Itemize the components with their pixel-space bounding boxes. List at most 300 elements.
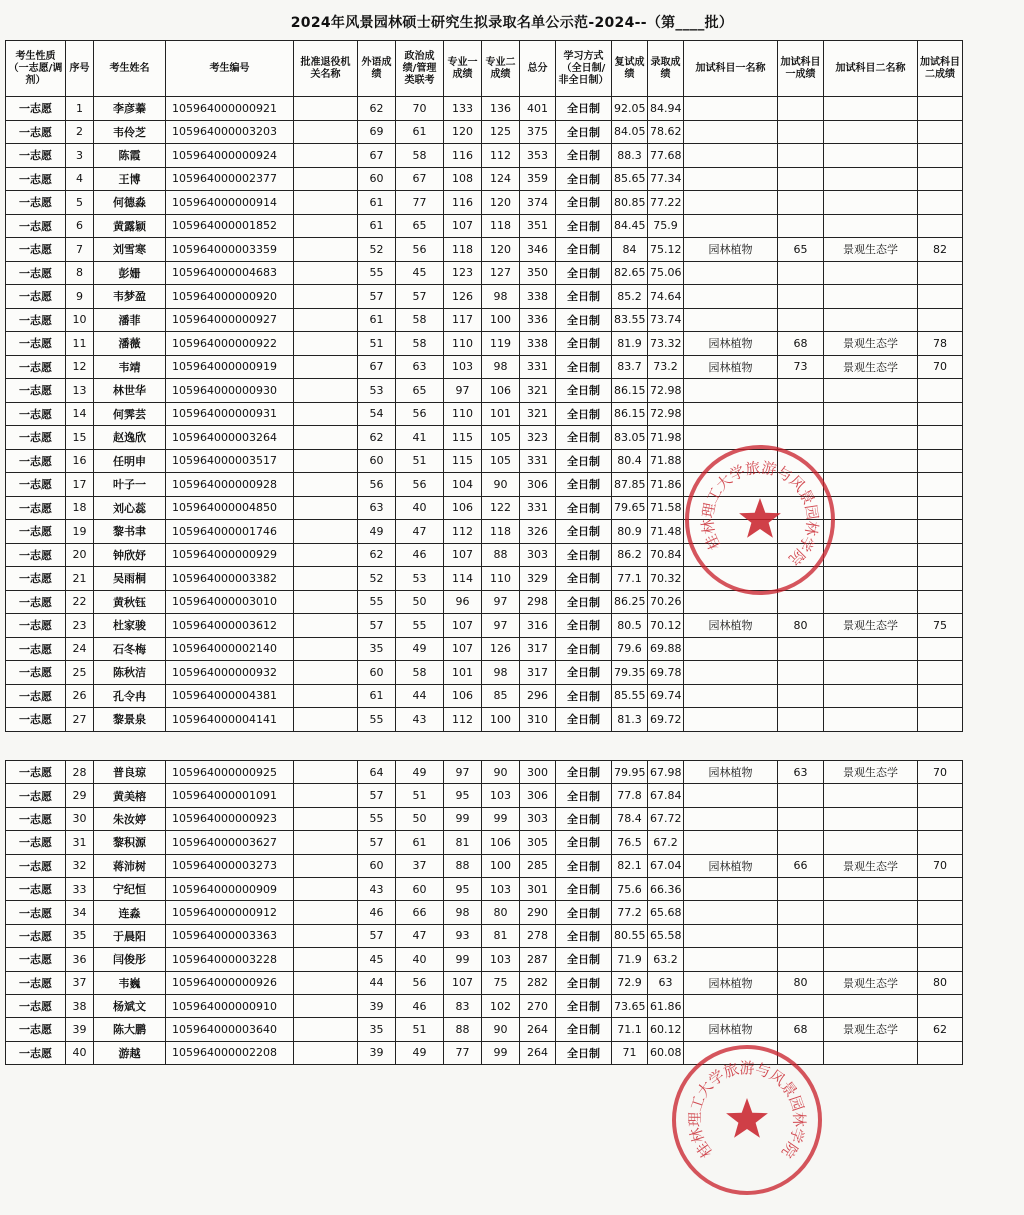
cell-subject-two: 75 xyxy=(482,971,520,994)
cell-foreign-language: 53 xyxy=(358,379,396,403)
cell-veteran-office xyxy=(294,948,358,971)
cell-subject-two: 110 xyxy=(482,567,520,591)
cell-study-mode: 全日制 xyxy=(556,924,612,947)
cell-extra-score-one xyxy=(778,543,824,567)
cell-name: 任明申 xyxy=(94,449,166,473)
svg-text:林: 林 xyxy=(801,519,822,538)
cell-exam-id: 105964000000926 xyxy=(166,971,294,994)
svg-text:大: 大 xyxy=(712,470,736,494)
cell-exam-id: 105964000000929 xyxy=(166,543,294,567)
cell-veteran-office xyxy=(294,520,358,544)
cell-study-mode: 全日制 xyxy=(556,854,612,877)
cell-foreign-language: 57 xyxy=(358,614,396,638)
table-row xyxy=(6,684,963,708)
table-row xyxy=(6,449,963,473)
cell-extra-score-one xyxy=(778,285,824,309)
svg-text:游: 游 xyxy=(760,458,778,479)
cell-exam-id: 105964000000912 xyxy=(166,901,294,924)
cell-retest-score: 79.95 xyxy=(612,761,648,784)
cell-study-mode: 全日制 xyxy=(556,684,612,708)
cell-applicant-type: 一志愿 xyxy=(6,355,66,379)
cell-subject-two: 118 xyxy=(482,214,520,238)
cell-foreign-language: 39 xyxy=(358,1041,396,1064)
cell-foreign-language: 61 xyxy=(358,214,396,238)
cell-subject-two: 103 xyxy=(482,948,520,971)
cell-subject-two: 99 xyxy=(482,807,520,830)
cell-name: 韦梦盈 xyxy=(94,285,166,309)
svg-text:工: 工 xyxy=(686,1093,709,1114)
cell-foreign-language: 35 xyxy=(358,637,396,661)
cell-retest-score: 86.25 xyxy=(612,590,648,614)
table-row xyxy=(6,761,963,784)
cell-exam-id: 105964000003382 xyxy=(166,567,294,591)
cell-retest-score: 77.1 xyxy=(612,567,648,591)
svg-text:工: 工 xyxy=(702,484,726,506)
cell-serial-no: 19 xyxy=(66,520,94,544)
cell-foreign-language: 60 xyxy=(358,854,396,877)
cell-extra-subject-two: 景观生态学 xyxy=(824,238,918,262)
cell-extra-subject-two xyxy=(824,994,918,1017)
cell-serial-no: 37 xyxy=(66,971,94,994)
cell-veteran-office xyxy=(294,214,358,238)
cell-admission-score: 70.26 xyxy=(648,590,684,614)
cell-admission-score: 63 xyxy=(648,971,684,994)
cell-extra-score-two xyxy=(918,167,963,191)
cell-foreign-language: 57 xyxy=(358,285,396,309)
cell-applicant-type: 一志愿 xyxy=(6,402,66,426)
cell-exam-id: 105964000003363 xyxy=(166,924,294,947)
cell-foreign-language: 52 xyxy=(358,238,396,262)
cell-extra-subject-one xyxy=(684,191,778,215)
cell-subject-one: 123 xyxy=(444,261,482,285)
cell-extra-subject-one xyxy=(684,901,778,924)
cell-veteran-office xyxy=(294,144,358,168)
svg-text:与: 与 xyxy=(752,1059,773,1082)
svg-text:桂: 桂 xyxy=(701,531,725,553)
cell-applicant-type: 一志愿 xyxy=(6,854,66,877)
cell-foreign-language: 67 xyxy=(358,144,396,168)
cell-serial-no: 23 xyxy=(66,614,94,638)
cell-name: 杜家骏 xyxy=(94,614,166,638)
cell-exam-id: 105964000003264 xyxy=(166,426,294,450)
cell-veteran-office xyxy=(294,167,358,191)
cell-total: 326 xyxy=(520,520,556,544)
cell-foreign-language: 43 xyxy=(358,877,396,900)
cell-exam-id: 105964000004141 xyxy=(166,708,294,732)
cell-politics: 44 xyxy=(396,684,444,708)
cell-politics: 53 xyxy=(396,567,444,591)
cell-extra-subject-two xyxy=(824,426,918,450)
cell-name: 钟欣妤 xyxy=(94,543,166,567)
column-header-politics: 政治成绩/管理类联考 xyxy=(396,41,444,97)
cell-exam-id: 105964000000931 xyxy=(166,402,294,426)
cell-veteran-office xyxy=(294,807,358,830)
table-row xyxy=(6,402,963,426)
column-header-retest-score: 复试成绩 xyxy=(612,41,648,97)
cell-serial-no: 6 xyxy=(66,214,94,238)
cell-politics: 51 xyxy=(396,784,444,807)
cell-extra-score-one: 68 xyxy=(778,332,824,356)
cell-extra-subject-two: 景观生态学 xyxy=(824,355,918,379)
cell-serial-no: 39 xyxy=(66,1018,94,1041)
cell-extra-subject-two xyxy=(824,637,918,661)
cell-applicant-type: 一志愿 xyxy=(6,238,66,262)
table-row xyxy=(6,661,963,685)
cell-extra-subject-one xyxy=(684,214,778,238)
cell-admission-score: 71.88 xyxy=(648,449,684,473)
cell-politics: 50 xyxy=(396,590,444,614)
cell-admission-score: 84.94 xyxy=(648,97,684,121)
cell-applicant-type: 一志愿 xyxy=(6,971,66,994)
cell-politics: 47 xyxy=(396,924,444,947)
cell-subject-one: 117 xyxy=(444,308,482,332)
cell-extra-score-one: 80 xyxy=(778,614,824,638)
svg-text:学: 学 xyxy=(726,461,749,485)
cell-subject-one: 88 xyxy=(444,854,482,877)
cell-veteran-office xyxy=(294,661,358,685)
cell-politics: 57 xyxy=(396,285,444,309)
svg-text:学: 学 xyxy=(785,1125,808,1146)
cell-extra-score-one xyxy=(778,214,824,238)
cell-name: 王博 xyxy=(94,167,166,191)
column-header-extra-subject-one: 加试科目一名称 xyxy=(684,41,778,97)
cell-subject-one: 126 xyxy=(444,285,482,309)
cell-retest-score: 83.7 xyxy=(612,355,648,379)
column-header-foreign-language: 外语成绩 xyxy=(358,41,396,97)
table-row xyxy=(6,614,963,638)
cell-politics: 45 xyxy=(396,261,444,285)
svg-text:与: 与 xyxy=(773,462,796,486)
cell-extra-score-one xyxy=(778,567,824,591)
cell-extra-score-two xyxy=(918,661,963,685)
cell-name: 陈大鹏 xyxy=(94,1018,166,1041)
cell-subject-one: 104 xyxy=(444,473,482,497)
cell-total: 306 xyxy=(520,784,556,807)
cell-extra-subject-two xyxy=(824,261,918,285)
cell-retest-score: 82.1 xyxy=(612,854,648,877)
cell-extra-score-one xyxy=(778,661,824,685)
cell-admission-score: 73.2 xyxy=(648,355,684,379)
cell-extra-score-two: 75 xyxy=(918,614,963,638)
cell-retest-score: 81.9 xyxy=(612,332,648,356)
cell-foreign-language: 35 xyxy=(358,1018,396,1041)
cell-admission-score: 75.06 xyxy=(648,261,684,285)
cell-study-mode: 全日制 xyxy=(556,167,612,191)
cell-extra-subject-two xyxy=(824,924,918,947)
cell-extra-score-two xyxy=(918,144,963,168)
cell-extra-score-one xyxy=(778,807,824,830)
cell-exam-id: 105964000004850 xyxy=(166,496,294,520)
cell-serial-no: 33 xyxy=(66,877,94,900)
cell-retest-score: 80.5 xyxy=(612,614,648,638)
cell-serial-no: 25 xyxy=(66,661,94,685)
cell-extra-subject-two: 景观生态学 xyxy=(824,971,918,994)
cell-extra-score-one xyxy=(778,708,824,732)
cell-subject-one: 106 xyxy=(444,496,482,520)
cell-foreign-language: 51 xyxy=(358,332,396,356)
cell-extra-subject-two xyxy=(824,708,918,732)
cell-extra-subject-one xyxy=(684,590,778,614)
cell-name: 林世华 xyxy=(94,379,166,403)
cell-applicant-type: 一志愿 xyxy=(6,332,66,356)
cell-extra-score-two xyxy=(918,191,963,215)
cell-politics: 77 xyxy=(396,191,444,215)
cell-extra-score-two: 62 xyxy=(918,1018,963,1041)
cell-study-mode: 全日制 xyxy=(556,97,612,121)
cell-politics: 49 xyxy=(396,761,444,784)
cell-serial-no: 21 xyxy=(66,567,94,591)
table-row xyxy=(6,784,963,807)
cell-extra-score-two: 78 xyxy=(918,332,963,356)
cell-veteran-office xyxy=(294,473,358,497)
cell-extra-score-two: 70 xyxy=(918,761,963,784)
cell-name: 陈霞 xyxy=(94,144,166,168)
cell-subject-one: 77 xyxy=(444,1041,482,1064)
cell-admission-score: 67.84 xyxy=(648,784,684,807)
cell-extra-subject-two xyxy=(824,877,918,900)
cell-retest-score: 80.9 xyxy=(612,520,648,544)
cell-total: 301 xyxy=(520,877,556,900)
cell-total: 317 xyxy=(520,637,556,661)
svg-text:园: 园 xyxy=(785,1093,808,1114)
cell-foreign-language: 44 xyxy=(358,971,396,994)
cell-exam-id: 105964000002208 xyxy=(166,1041,294,1064)
cell-name: 潘薇 xyxy=(94,332,166,356)
cell-applicant-type: 一志愿 xyxy=(6,167,66,191)
cell-admission-score: 77.22 xyxy=(648,191,684,215)
cell-extra-subject-one xyxy=(684,567,778,591)
cell-veteran-office xyxy=(294,637,358,661)
cell-foreign-language: 63 xyxy=(358,496,396,520)
cell-extra-score-two xyxy=(918,449,963,473)
cell-admission-score: 69.74 xyxy=(648,684,684,708)
cell-politics: 56 xyxy=(396,473,444,497)
cell-name: 黎积源 xyxy=(94,831,166,854)
cell-subject-one: 118 xyxy=(444,238,482,262)
cell-study-mode: 全日制 xyxy=(556,637,612,661)
svg-text:风: 风 xyxy=(766,1066,789,1090)
cell-study-mode: 全日制 xyxy=(556,379,612,403)
cell-extra-score-one xyxy=(778,120,824,144)
cell-extra-score-one xyxy=(778,948,824,971)
cell-extra-subject-two: 景观生态学 xyxy=(824,761,918,784)
svg-text:园: 园 xyxy=(801,503,822,521)
cell-politics: 51 xyxy=(396,1018,444,1041)
column-header-subject-two: 专业二成绩 xyxy=(482,41,520,97)
cell-name: 闫俊彤 xyxy=(94,948,166,971)
cell-admission-score: 67.2 xyxy=(648,831,684,854)
cell-veteran-office xyxy=(294,1018,358,1041)
cell-name: 潘菲 xyxy=(94,308,166,332)
cell-study-mode: 全日制 xyxy=(556,214,612,238)
cell-extra-score-two xyxy=(918,637,963,661)
table-row xyxy=(6,426,963,450)
cell-subject-two: 105 xyxy=(482,426,520,450)
cell-extra-score-one xyxy=(778,520,824,544)
cell-subject-one: 107 xyxy=(444,971,482,994)
cell-foreign-language: 60 xyxy=(358,449,396,473)
cell-extra-subject-two xyxy=(824,144,918,168)
cell-retest-score: 79.65 xyxy=(612,496,648,520)
cell-total: 338 xyxy=(520,285,556,309)
cell-retest-score: 78.4 xyxy=(612,807,648,830)
cell-extra-subject-one xyxy=(684,379,778,403)
cell-politics: 58 xyxy=(396,308,444,332)
cell-extra-score-two xyxy=(918,308,963,332)
cell-total: 331 xyxy=(520,449,556,473)
column-header-veteran-office: 批准退役机关名称 xyxy=(294,41,358,97)
cell-extra-subject-one: 园林植物 xyxy=(684,854,778,877)
cell-subject-one: 120 xyxy=(444,120,482,144)
cell-retest-score: 71 xyxy=(612,1041,648,1064)
cell-politics: 40 xyxy=(396,496,444,520)
cell-extra-subject-one xyxy=(684,97,778,121)
column-header-serial-no: 序号 xyxy=(66,41,94,97)
cell-politics: 65 xyxy=(396,214,444,238)
cell-extra-score-one: 65 xyxy=(778,238,824,262)
cell-extra-score-two xyxy=(918,901,963,924)
cell-extra-subject-two xyxy=(824,167,918,191)
cell-study-mode: 全日制 xyxy=(556,590,612,614)
cell-subject-one: 112 xyxy=(444,708,482,732)
cell-extra-score-one xyxy=(778,473,824,497)
cell-veteran-office xyxy=(294,901,358,924)
table-row xyxy=(6,831,963,854)
cell-exam-id: 105964000002140 xyxy=(166,637,294,661)
cell-study-mode: 全日制 xyxy=(556,948,612,971)
cell-total: 298 xyxy=(520,590,556,614)
cell-veteran-office xyxy=(294,971,358,994)
cell-subject-one: 110 xyxy=(444,332,482,356)
cell-subject-one: 99 xyxy=(444,807,482,830)
cell-name: 孔令冉 xyxy=(94,684,166,708)
cell-extra-subject-one: 园林植物 xyxy=(684,614,778,638)
cell-exam-id: 105964000000920 xyxy=(166,285,294,309)
cell-subject-one: 107 xyxy=(444,214,482,238)
cell-subject-one: 99 xyxy=(444,948,482,971)
cell-total: 375 xyxy=(520,120,556,144)
cell-extra-subject-one xyxy=(684,807,778,830)
cell-total: 353 xyxy=(520,144,556,168)
cell-extra-score-one xyxy=(778,308,824,332)
cell-serial-no: 35 xyxy=(66,924,94,947)
cell-retest-score: 86.2 xyxy=(612,543,648,567)
cell-name: 彭姗 xyxy=(94,261,166,285)
cell-admission-score: 69.72 xyxy=(648,708,684,732)
svg-text:理: 理 xyxy=(698,501,720,520)
cell-subject-two: 90 xyxy=(482,761,520,784)
svg-text:林: 林 xyxy=(698,517,719,536)
cell-exam-id: 105964000003359 xyxy=(166,238,294,262)
cell-name: 宁纪恒 xyxy=(94,877,166,900)
cell-politics: 51 xyxy=(396,449,444,473)
cell-foreign-language: 46 xyxy=(358,901,396,924)
table-row xyxy=(6,877,963,900)
cell-foreign-language: 61 xyxy=(358,191,396,215)
svg-text:旅: 旅 xyxy=(744,458,762,479)
cell-extra-subject-one xyxy=(684,637,778,661)
table-row xyxy=(6,379,963,403)
cell-retest-score: 79.6 xyxy=(612,637,648,661)
cell-politics: 56 xyxy=(396,238,444,262)
cell-admission-score: 66.36 xyxy=(648,877,684,900)
cell-foreign-language: 55 xyxy=(358,261,396,285)
cell-applicant-type: 一志愿 xyxy=(6,637,66,661)
cell-extra-subject-one: 园林植物 xyxy=(684,238,778,262)
cell-foreign-language: 54 xyxy=(358,402,396,426)
cell-serial-no: 34 xyxy=(66,901,94,924)
cell-subject-two: 90 xyxy=(482,1018,520,1041)
svg-text:游: 游 xyxy=(739,1059,755,1077)
cell-admission-score: 71.58 xyxy=(648,496,684,520)
cell-serial-no: 30 xyxy=(66,807,94,830)
table-row xyxy=(6,1018,963,1041)
cell-name: 黄露颖 xyxy=(94,214,166,238)
cell-total: 336 xyxy=(520,308,556,332)
cell-applicant-type: 一志愿 xyxy=(6,1018,66,1041)
cell-total: 303 xyxy=(520,543,556,567)
cell-extra-subject-one: 园林植物 xyxy=(684,355,778,379)
cell-retest-score: 77.2 xyxy=(612,901,648,924)
cell-total: 287 xyxy=(520,948,556,971)
cell-total: 338 xyxy=(520,332,556,356)
table-row xyxy=(6,567,963,591)
cell-subject-two: 118 xyxy=(482,520,520,544)
cell-subject-one: 133 xyxy=(444,97,482,121)
cell-subject-two: 90 xyxy=(482,473,520,497)
cell-admission-score: 77.68 xyxy=(648,144,684,168)
cell-extra-score-one: 73 xyxy=(778,355,824,379)
cell-applicant-type: 一志愿 xyxy=(6,901,66,924)
column-header-extra-subject-two: 加试科目二名称 xyxy=(824,41,918,97)
cell-retest-score: 82.65 xyxy=(612,261,648,285)
cell-total: 264 xyxy=(520,1041,556,1064)
cell-extra-subject-two xyxy=(824,214,918,238)
svg-text:林: 林 xyxy=(686,1125,709,1146)
cell-extra-score-one xyxy=(778,167,824,191)
cell-admission-score: 67.98 xyxy=(648,761,684,784)
cell-applicant-type: 一志愿 xyxy=(6,261,66,285)
cell-politics: 50 xyxy=(396,807,444,830)
cell-name: 黎景泉 xyxy=(94,708,166,732)
cell-veteran-office xyxy=(294,120,358,144)
table-row xyxy=(6,994,963,1017)
cell-serial-no: 28 xyxy=(66,761,94,784)
cell-retest-score: 83.05 xyxy=(612,426,648,450)
cell-applicant-type: 一志愿 xyxy=(6,807,66,830)
cell-veteran-office xyxy=(294,97,358,121)
cell-extra-score-one xyxy=(778,449,824,473)
cell-exam-id: 105964000001091 xyxy=(166,784,294,807)
cell-extra-subject-one xyxy=(684,994,778,1017)
cell-extra-subject-one xyxy=(684,708,778,732)
cell-veteran-office xyxy=(294,684,358,708)
cell-extra-score-two: 80 xyxy=(918,971,963,994)
cell-study-mode: 全日制 xyxy=(556,661,612,685)
cell-name: 叶子一 xyxy=(94,473,166,497)
cell-study-mode: 全日制 xyxy=(556,261,612,285)
cell-veteran-office xyxy=(294,191,358,215)
cell-subject-one: 97 xyxy=(444,761,482,784)
cell-applicant-type: 一志愿 xyxy=(6,614,66,638)
cell-admission-score: 71.48 xyxy=(648,520,684,544)
cell-admission-score: 70.12 xyxy=(648,614,684,638)
cell-extra-subject-one xyxy=(684,470,778,497)
cell-extra-subject-two xyxy=(824,807,918,830)
cell-applicant-type: 一志愿 xyxy=(6,708,66,732)
cell-exam-id: 105964000000928 xyxy=(166,473,294,497)
cell-applicant-type: 一志愿 xyxy=(6,684,66,708)
